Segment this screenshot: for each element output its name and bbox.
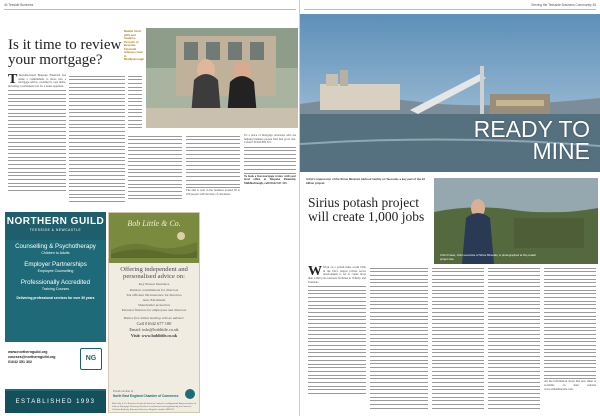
ad-email-link[interactable]: courses@northernguild.org bbox=[8, 354, 56, 359]
right-column-1 bbox=[308, 266, 366, 412]
feature-overlay-title: READY TO MINE bbox=[473, 116, 590, 164]
bob-little-logo: Bob Little & Co. bbox=[127, 219, 181, 228]
right-column-5 bbox=[544, 266, 596, 412]
service-item: Personal finances for employees and directors bbox=[121, 308, 187, 313]
ad-footnote: Bob Little & Co. Business Financial Services Limited is an Appointed Representative of Intrinsic Mortgage Planning Ltd which is authorised and regulated by the Financial Conduct Authority (Financial Services Register number 588127). bbox=[112, 403, 197, 411]
ad-contact bbox=[8, 350, 55, 364]
page-folio-right: Serving the Teesside Business Community 45 bbox=[531, 3, 596, 7]
folio-rule bbox=[4, 9, 296, 10]
service-item: Key Person Insurance bbox=[138, 282, 170, 287]
proud-member-label: Proud member of bbox=[113, 390, 134, 393]
page-folio-left: 44 Teeside Business bbox=[4, 3, 34, 7]
ad-section-subtitle: Employee Counselling bbox=[37, 269, 74, 273]
bob-little-header bbox=[109, 213, 199, 263]
ad-section-subtitle: Training Courses bbox=[41, 287, 70, 291]
right-article-intro: Work on a potash mine worth £2bn in the UK's largest private sector development is set to create more than 1,000 jobs between facilities at Whitby and Teesside. bbox=[308, 266, 366, 284]
article-column-3 bbox=[128, 74, 142, 134]
service-item: Shareholder protection bbox=[138, 303, 170, 308]
service-item: Auto Enrolment bbox=[142, 298, 166, 303]
ad-established: ESTABLISHED 1993 bbox=[5, 391, 106, 413]
ad-book-meeting: Book a free initial meeting with an adviser: bbox=[123, 315, 185, 320]
article-column-5 bbox=[244, 134, 296, 206]
northern-guild-header bbox=[5, 212, 106, 240]
folio-rule bbox=[304, 9, 596, 10]
article-intro: Teesside-based Bespoke Financial has made a commitment to move into a mortgage advice, creating its own niche, including a permanent role for a home appraiser. bbox=[8, 74, 66, 89]
ad-tagline: Delivering professional services for over 30 years bbox=[16, 296, 95, 300]
ad-phone: 01642 351 302 bbox=[8, 359, 32, 364]
northern-guild-name: NORTHERN GUILD bbox=[6, 216, 105, 227]
service-list bbox=[112, 282, 196, 313]
executive-caption: Chris Fraser, chief executive of Sirius Minerals, is photographed at the potash project site. bbox=[440, 253, 537, 261]
article-column-1 bbox=[8, 74, 66, 206]
right-column-3 bbox=[432, 266, 484, 412]
ad-section-counselling bbox=[5, 240, 106, 258]
ad-section-accredited bbox=[5, 276, 106, 294]
article-column-4-end: The aim to start in the business around 50 to 100 people with the help of customers. bbox=[186, 188, 240, 197]
northern-guild-logo: NG bbox=[80, 348, 102, 370]
article-headline-right: Sirius potash project will create 1,000 jobs bbox=[308, 195, 425, 224]
harbour-caption: Artist's impression of the Sirius Minerals harbour facility on Teesside, a key part of the £2 billion project. bbox=[306, 177, 425, 185]
ad-website-link[interactable]: www.northernguild.org bbox=[8, 350, 48, 354]
ad-section-subtitle: Children to Adults bbox=[41, 251, 70, 255]
drop-cap: W bbox=[308, 266, 322, 279]
ad-email-link[interactable]: Email: info@boblittle.co.uk bbox=[129, 326, 179, 332]
northern-guild-ad[interactable] bbox=[5, 212, 106, 413]
ad-title: Offering independent and personalised advice on: bbox=[120, 266, 188, 281]
article-column-4 bbox=[186, 134, 240, 206]
ad-contact-panel bbox=[5, 342, 106, 389]
right-column-4 bbox=[488, 266, 540, 412]
northern-guild-sub: TEESSIDE & NEWCASTLE bbox=[29, 228, 82, 232]
article-column-5-text: It's a place of mortgage reviewers who are helping business people find that good rate. Contact 01642 883 321. bbox=[244, 134, 296, 145]
portrait-photo bbox=[146, 28, 298, 128]
bob-little-ad[interactable] bbox=[108, 212, 200, 413]
chamber-logo-text: North East England Chamber of Commerce bbox=[113, 394, 179, 398]
article-column-3b bbox=[128, 134, 182, 206]
ad-section-employer bbox=[5, 258, 106, 276]
drop-cap: T bbox=[8, 74, 18, 87]
article-column-2 bbox=[69, 74, 125, 206]
right-column-2 bbox=[370, 266, 428, 412]
service-item: Pension contributions for directors bbox=[129, 287, 179, 292]
bob-little-body bbox=[109, 263, 199, 341]
countryside-illustration bbox=[111, 228, 197, 258]
chamber-badge-icon bbox=[185, 389, 195, 399]
ad-website-link[interactable]: Visit: www.boblittle.co.uk bbox=[130, 332, 178, 338]
article-headline: Is it time to review your mortgage? bbox=[8, 37, 122, 68]
executive-photo bbox=[434, 178, 598, 264]
right-page bbox=[300, 0, 600, 416]
ad-phone: Call 01642 677 100 bbox=[136, 320, 172, 326]
right-article-end: All the information about this new mine is available on their website www.siriusminerals.com. bbox=[544, 379, 596, 391]
ad-section-title: Counselling & Psychotherapy bbox=[15, 243, 96, 250]
portrait-caption: Natalie Scott (left) and Suzanne Piroschi of Bespoke Financial Advisers have in Middlesbrough bbox=[124, 29, 145, 61]
ad-section-title: Professionally Accredited bbox=[20, 279, 91, 286]
ad-section-title: Employer Partnerships bbox=[24, 261, 87, 268]
article-strapline: To book a free mortgage review with your local office at Bespoke Financial, Middlesbrough, call 01642 611 325. bbox=[244, 173, 296, 186]
service-item: Tax efficient life insurance for directors bbox=[126, 292, 182, 297]
